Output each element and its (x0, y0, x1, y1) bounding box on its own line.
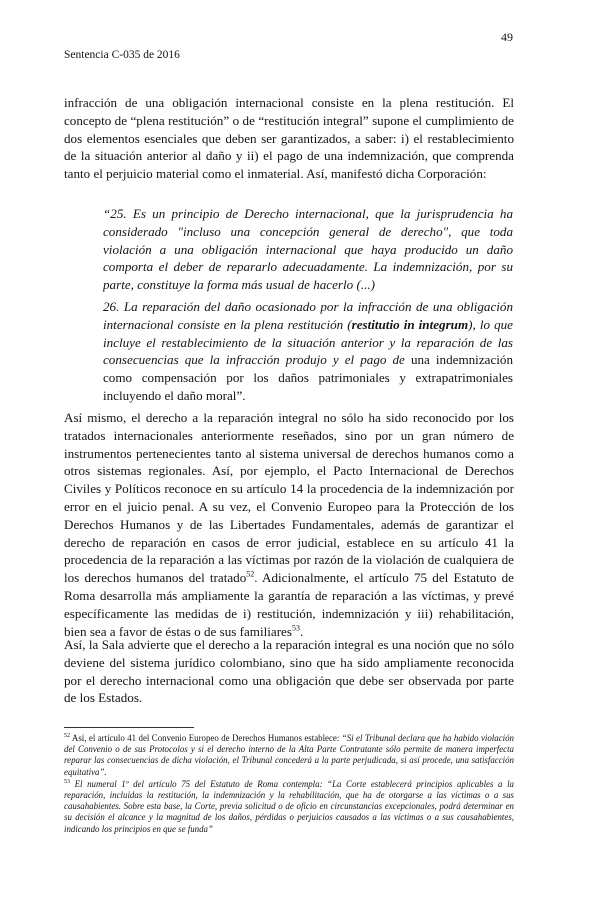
paragraph-conclusion-text: Así, la Sala advierte que el derecho a la reparación integral es una noción que no sólo deviene del sistema jurídico colombiano, sino que ha sido ampliamente reconocida por el derecho internacional como una obligación que debe ser observada por parte de los Estados. (64, 637, 514, 706)
footnote-52 (64, 733, 514, 778)
paragraph-intro-text: infracción de una obligación internacional consiste en la plena restitución. El concepto de “plena restitución” o de “restitución integral” supone el cumplimiento de dos elementos esenciales que deben ser garantizados, a saber: i) el restablecimiento de la situación anterior al daño y ii) el pago de una indemnización, que comprenda tanto el perjuicio material como el inmaterial. Así, manifestó dicha Corporación: (64, 95, 514, 182)
footnotes (64, 733, 514, 836)
footnote-ref-52[interactable]: 52 (246, 569, 255, 579)
footnote-52-lead: Así, el artículo 41 del Convenio Europeo de Derechos Humanos establece: (70, 733, 342, 743)
footnote-52-number: 52 (64, 733, 70, 740)
footnote-53 (64, 779, 514, 835)
quote-26-part-2: ), lo que incluye el restablecimiento de la situación anterior y la reparación de las consecuencias que la infracción produjo y el pago de (103, 316, 513, 368)
paragraph-2-text: Así mismo, el derecho a la reparación integral no sólo ha sido reconocido por los tratados internacionales anteriormente reseñados, sino por un gran número de instrumentos pertenecientes tanto al sistema universal de derechos humanos como a otros sistemas regionales. Así, por ejemplo, el Pacto Internacional de Derechos Civiles y Políticos reconoce en su artículo 14 la procedencia de la indemnización por error en el juicio penal. A su vez, el Convenio Europeo para la Protección de los Derechos Humanos y de las Libertades Fundamentales, además de garantizar el derecho de reparación en casos de error judicial, establece en su artículo 41 la procedencia de la reparación a las víctimas por razón de la violación de cualquiera de los derechos humanos del tratado (64, 410, 514, 586)
footnote-53-quote: El numeral 1º del artículo 75 del Estatuto de Roma contempla: “La Corte establecerá principios aplicables a la reparación, incluidas la restitución, la indemnización y la rehabilitación, que ha de otorgarse a las víctimas o a sus causahabientes. Sobre esta base, la Corte, previa solicitud o de oficio en circunstancias excepcionales, podrá determinar en su decisión el alcance y la magnitud de los daños, pérdidas o perjuicios causados a las víctimas o a sus causahabientes, indicando los principios en que se funda” (64, 778, 514, 834)
quote-26-part-1: 26. La reparación del daño ocasionado por la infracción de una obligación internacional consiste en la plena restitución ( (103, 299, 513, 332)
running-header: Sentencia C-035 de 2016 (64, 49, 180, 61)
paragraph-intro (64, 94, 514, 183)
paragraph-2-text-2: . Adicionalmente, el artículo 75 del Estatuto de Roma desarrolla más ampliamente la garantía de reparación a las víctimas, y prevé específicamente las medidas de i) restitución, indemnización y iii) rehabilitación, bien sea a favor de éstas o de sus familiares (64, 570, 514, 639)
quote-25-text: “25. Es un principio de Derecho internacional, que la jurisprudencia ha considerado "incluso una concepción general de derecho", que toda violación a una obligación internacional que haya producido un daño comporta el deber de repararlo adecuadamente. La indemnización, por su parte, constituye la forma más usual de hacerlo (...) (103, 206, 513, 293)
quote-paragraph-25 (103, 205, 513, 294)
quote-26-part-3: una indemnización como compensación por los daños patrimoniales y extrapatrimoniales incluyendo el daño moral”. (103, 352, 513, 403)
paragraph-international-instruments (64, 409, 514, 640)
footnote-52-quote: “Si el Tribunal declara que ha habido violación del Convenio o de sus Protocolos y si el derecho interno de la Alta Parte Contratante sólo permite de manera imperfecta reparar las consecuencias de dicha violación, el Tribunal concederá a la parte perjudicada, si así procede, una satisfacción equitativa”. (64, 733, 514, 777)
paragraph-2-text-3: . (299, 623, 304, 639)
footnote-53-number: 53 (64, 778, 70, 785)
quote-paragraph-26 (103, 298, 513, 405)
page-number: 49 (501, 30, 513, 44)
quote-26-latin-term: restitutio in integrum (351, 316, 469, 332)
footnote-separator (64, 727, 194, 728)
paragraph-conclusion (64, 636, 514, 707)
footnote-ref-53[interactable]: 53 (291, 623, 300, 633)
